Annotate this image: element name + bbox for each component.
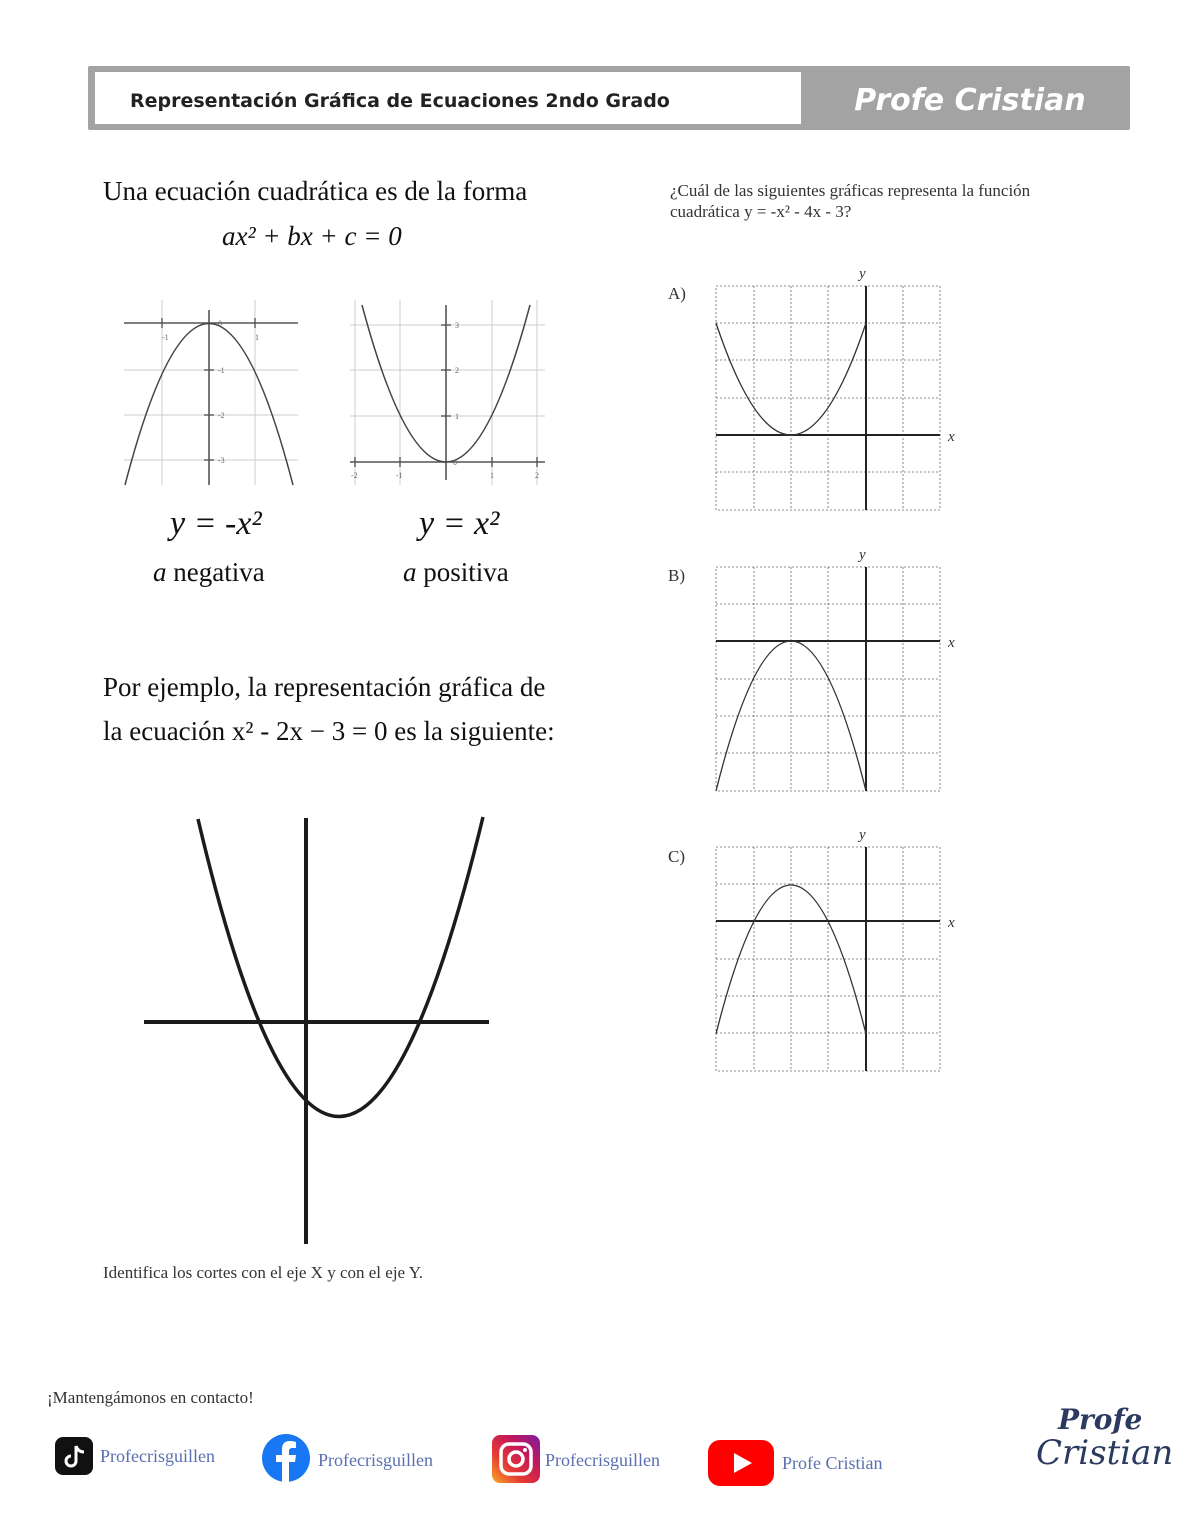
question-text: ¿Cuál de las siguientes gráficas representa la función cuadrática y = -x² - 4x - 3? <box>670 181 1031 221</box>
facebook-icon[interactable] <box>262 1434 310 1482</box>
tick-label: 1 <box>490 471 494 480</box>
tick-label: 2 <box>455 366 459 375</box>
option-a-graph[interactable] <box>700 262 970 514</box>
caption-negative: a negativa <box>153 557 265 587</box>
tick-label: -1 <box>396 471 403 480</box>
graph-example-quadratic <box>140 812 495 1247</box>
option-c-graph[interactable] <box>700 823 970 1075</box>
tiktok-icon[interactable] <box>55 1437 93 1475</box>
caption-positive: a positiva <box>403 557 509 587</box>
option-c-label[interactable]: C) <box>668 847 685 866</box>
x-axis-label: x <box>948 915 955 931</box>
tick-label: 0 <box>453 458 457 467</box>
tick-label: -2 <box>218 411 225 420</box>
equation-negative: y = -x² <box>170 505 262 542</box>
social-handle-tiktok[interactable]: Profecrisguillen <box>100 1446 215 1466</box>
instruction-text: Identifica los cortes con el eje X y con el eje Y. <box>103 1263 424 1282</box>
brand-title: Profe Cristian <box>854 83 1086 118</box>
x-axis-label: x <box>948 429 955 445</box>
tick-label: 1 <box>455 412 459 421</box>
equation-positive: y = x² <box>419 505 500 542</box>
social-handle-youtube[interactable]: Profe Cristian <box>782 1453 883 1473</box>
tick-label: -3 <box>218 456 225 465</box>
social-handle-instagram[interactable]: Profecrisguillen <box>545 1450 660 1470</box>
tick-label: -1 <box>162 333 169 342</box>
option-b-label[interactable]: B) <box>668 566 685 585</box>
tick-label: 0 <box>218 319 222 328</box>
y-axis-label: y <box>859 547 866 563</box>
option-a-label[interactable]: A) <box>668 284 686 303</box>
intro-formula: ax² + bx + c = 0 <box>222 221 402 251</box>
example-text-line1: Por ejemplo, la representación gráfica de <box>103 672 546 702</box>
y-axis-label: y <box>859 266 866 282</box>
example-text-line2: la ecuación x² - 2x − 3 = 0 es la siguiente: <box>103 716 555 746</box>
tick-label: -1 <box>218 366 225 375</box>
tick-label: -2 <box>351 471 358 480</box>
x-axis-label: x <box>948 635 955 651</box>
tick-label: 3 <box>455 321 459 330</box>
youtube-icon[interactable] <box>708 1440 774 1486</box>
logo-profe: Profe <box>1058 1403 1143 1436</box>
option-b-graph[interactable] <box>700 543 970 795</box>
tick-label: 1 <box>255 333 259 342</box>
logo-cristian: Cristian <box>1036 1433 1174 1473</box>
intro-text: Una ecuación cuadrática es de la forma <box>103 176 528 206</box>
tick-label: 2 <box>535 471 539 480</box>
y-axis-label: y <box>859 827 866 843</box>
page-title: Representación Gráfica de Ecuaciones 2ndo Grado <box>130 90 670 112</box>
graph-positive-parabola <box>345 300 550 490</box>
graph-negative-parabola <box>120 300 300 490</box>
contact-text: ¡Mantengámonos en contacto! <box>47 1388 254 1407</box>
social-handle-facebook[interactable]: Profecrisguillen <box>318 1450 433 1470</box>
instagram-icon[interactable] <box>492 1435 540 1483</box>
